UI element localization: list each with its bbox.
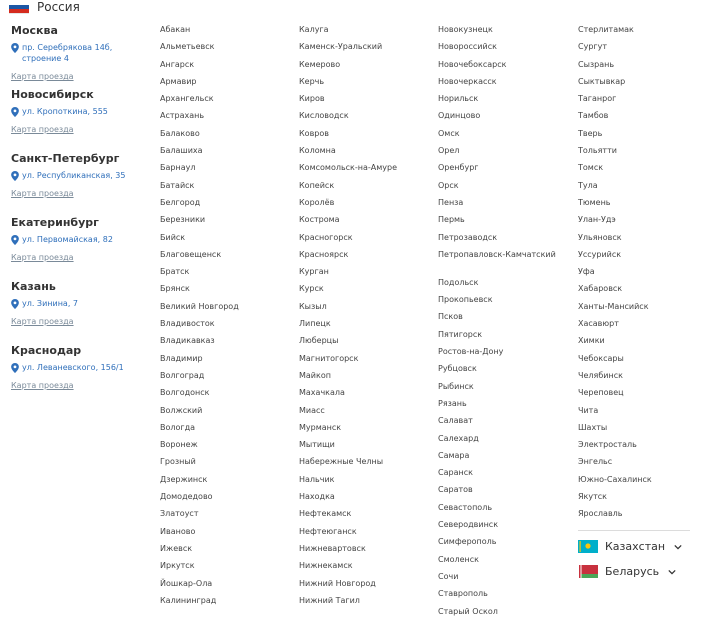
city-link[interactable]: Нефтеюганск (299, 526, 357, 536)
city-link[interactable]: Нижний Новгород (299, 578, 376, 588)
city-link[interactable]: Норильск (438, 94, 479, 104)
chevron-down-icon (674, 543, 682, 551)
city-link[interactable]: Оренбург (438, 163, 479, 173)
city-link[interactable]: Стерлитамак (578, 25, 634, 34)
city-link[interactable]: Нальчик (299, 474, 335, 484)
city-link[interactable]: Сочи (438, 571, 459, 581)
city-link[interactable]: Йошкар-Ола (160, 578, 213, 588)
city-link[interactable]: Новочеркасск (438, 76, 497, 86)
country-name-belarus: Беларусь (605, 565, 660, 578)
city-link[interactable]: Прокопьевск (438, 295, 493, 305)
city-link[interactable]: Ростов-на-Дону (438, 347, 504, 357)
city-link[interactable]: Белгород (160, 197, 201, 207)
office-city: Санкт-Петербург (11, 152, 120, 165)
city-column-1 (160, 24, 295, 612)
city-link[interactable]: Саратов (438, 485, 473, 495)
city-link[interactable]: Королёв (299, 197, 335, 207)
map-link[interactable]: Карта проезда (11, 125, 74, 134)
city-link[interactable]: Магнитогорск (299, 353, 359, 363)
city-link[interactable]: Абакан (160, 25, 191, 34)
city-link[interactable]: Керчь (299, 76, 325, 86)
country-name: Россия (37, 0, 80, 14)
city-link[interactable]: Тамбов (578, 111, 609, 121)
city-link[interactable]: Рыбинск (438, 381, 474, 391)
city-link[interactable]: Балашиха (160, 146, 203, 156)
city-link[interactable]: Владивосток (160, 319, 215, 329)
city-link[interactable]: Омск (438, 128, 460, 138)
city-link[interactable]: Петрозаводск (438, 232, 498, 242)
office-card (11, 152, 146, 216)
city-link[interactable]: Ульяновск (578, 232, 622, 242)
city-link[interactable]: Одинцово (438, 111, 481, 121)
city-link[interactable]: Махачкала (299, 388, 345, 398)
city-link[interactable]: Нижний Тагил (299, 595, 360, 605)
city-link[interactable]: Вологда (160, 422, 196, 432)
city-link[interactable]: Рязань (438, 398, 467, 408)
office-address[interactable] (11, 170, 146, 181)
city-link[interactable]: Домодедово (160, 492, 213, 502)
location-pin-icon (11, 299, 19, 309)
city-link[interactable]: Пермь (438, 215, 465, 225)
office-card (11, 216, 146, 280)
city-link[interactable]: Армавир (160, 76, 197, 86)
city-link[interactable]: Дзержинск (160, 474, 208, 484)
city-link[interactable]: Томск (578, 163, 604, 173)
office-address-text: ул. Кропоткина, 555 (22, 107, 108, 116)
city-link[interactable]: Комсомольск-на-Амуре (299, 163, 398, 173)
city-link[interactable]: Шахты (578, 422, 608, 432)
city-link[interactable]: Благовещенск (160, 249, 222, 259)
kazakhstan-flag-icon (578, 540, 598, 553)
map-link[interactable]: Карта проезда (11, 253, 74, 262)
city-link[interactable]: Златоуст (160, 509, 199, 519)
office-address[interactable] (11, 234, 146, 245)
city-link[interactable]: Мурманск (299, 422, 342, 432)
city-link[interactable]: Череповец (578, 388, 624, 398)
city-link[interactable]: Красноярск (299, 249, 349, 259)
city-link[interactable]: Кострома (299, 215, 340, 225)
city-link[interactable]: Воронеж (160, 440, 198, 450)
city-link[interactable]: Энгельс (578, 457, 613, 467)
city-link[interactable]: Тула (578, 180, 598, 190)
city-link[interactable]: Саранск (438, 468, 473, 478)
office-list (11, 24, 146, 408)
office-city: Новосибирск (11, 88, 94, 101)
map-link[interactable]: Карта проезда (11, 381, 74, 390)
city-link[interactable]: Грозный (160, 457, 196, 467)
city-link[interactable]: Ковров (299, 128, 329, 138)
city-column-3 (438, 24, 573, 623)
city-link[interactable]: Тольятти (578, 146, 617, 156)
city-link[interactable]: Брянск (160, 284, 190, 294)
city-link[interactable]: Чита (578, 405, 599, 415)
city-link[interactable]: Южно-Сахалинск (578, 474, 652, 484)
city-link[interactable]: Владикавказ (160, 336, 215, 346)
city-link[interactable]: Салехард (438, 433, 479, 443)
city-link[interactable]: Пенза (438, 197, 464, 207)
city-link[interactable]: Тюмень (578, 197, 611, 207)
city-link[interactable]: Электросталь (578, 440, 637, 450)
city-link[interactable]: Новороссийск (438, 42, 497, 52)
city-link[interactable]: Самара (438, 450, 470, 460)
city-link[interactable]: Новочебоксарск (438, 59, 507, 69)
country-switch-belarus[interactable] (578, 565, 676, 578)
city-link[interactable]: Барнаул (160, 163, 196, 173)
city-link[interactable]: Великий Новгород (160, 301, 239, 311)
city-link[interactable]: Люберцы (299, 336, 339, 346)
city-link[interactable]: Балаково (160, 128, 200, 138)
map-link[interactable]: Карта проезда (11, 189, 74, 198)
city-link[interactable]: Батайск (160, 180, 195, 190)
city-link[interactable]: Коломна (299, 146, 336, 156)
city-link[interactable]: Киров (299, 94, 325, 104)
location-pin-icon (11, 43, 19, 53)
city-link[interactable]: Курск (299, 284, 324, 294)
city-link[interactable]: Кызыл (299, 301, 327, 311)
chevron-down-icon (668, 568, 676, 576)
city-link[interactable]: Уфа (578, 267, 595, 277)
city-link[interactable]: Волжский (160, 405, 203, 415)
city-link[interactable]: Якутск (578, 492, 608, 502)
city-link[interactable]: Мытищи (299, 440, 335, 450)
office-card (11, 344, 146, 408)
city-link[interactable]: Чебоксары (578, 353, 624, 363)
city-link[interactable]: Пятигорск (438, 329, 483, 339)
city-link[interactable]: Ижевск (160, 543, 193, 553)
city-link[interactable]: Альметьевск (160, 42, 215, 52)
office-city: Краснодар (11, 344, 82, 357)
city-link[interactable]: Березники (160, 215, 206, 225)
office-address[interactable] (11, 362, 146, 373)
city-link[interactable]: Таганрог (578, 94, 617, 104)
office-address-text: ул. Первомайская, 82 (22, 235, 113, 244)
city-link[interactable]: Ангарск (160, 59, 195, 69)
city-link[interactable]: Кисловодск (299, 111, 349, 121)
city-link[interactable]: Псков (438, 312, 463, 322)
office-city: Екатеринбург (11, 216, 99, 229)
location-pin-icon (11, 363, 19, 373)
city-link[interactable]: Волгоград (160, 370, 205, 380)
city-link[interactable]: Сызрань (578, 59, 615, 69)
office-address-text: ул. Зинина, 7 (22, 299, 78, 308)
city-link[interactable]: Орел (438, 146, 460, 156)
city-link[interactable]: Старый Оскол (438, 606, 498, 616)
city-link[interactable]: Набережные Челны (299, 457, 384, 467)
city-link[interactable]: Петропавловск-Камчатский (438, 249, 556, 259)
office-card (11, 280, 146, 344)
country-switch-kazakhstan[interactable] (578, 540, 682, 553)
city-link[interactable]: Копейск (299, 180, 335, 190)
city-link[interactable]: Архангельск (160, 94, 214, 104)
divider (578, 530, 690, 531)
city-column-4 (578, 24, 712, 526)
city-link[interactable]: Кемерово (299, 59, 341, 69)
city-link[interactable]: Волгодонск (160, 388, 210, 398)
city-link[interactable]: Сыктывкар (578, 76, 626, 86)
city-link[interactable]: Хасавюрт (578, 319, 619, 329)
city-link[interactable]: Химки (578, 336, 605, 346)
city-link[interactable]: Бийск (160, 232, 186, 242)
city-link[interactable]: Нижнекамск (299, 561, 353, 571)
city-link[interactable]: Тверь (578, 128, 603, 138)
office-address[interactable] (11, 106, 146, 117)
city-link[interactable]: Хабаровск (578, 284, 623, 294)
office-address[interactable] (11, 298, 146, 309)
city-link[interactable]: Находка (299, 492, 335, 502)
city-column-2 (299, 24, 434, 612)
city-link[interactable]: Калининград (160, 595, 217, 605)
country-header (9, 0, 80, 16)
city-link[interactable]: Сургут (578, 42, 607, 52)
city-link[interactable]: Нижневартовск (299, 543, 366, 553)
office-city: Москва (11, 24, 58, 37)
office-address-text: ул. Леваневского, 156/1 (22, 363, 124, 372)
city-link[interactable]: Красногорск (299, 232, 353, 242)
city-link[interactable]: Иваново (160, 526, 196, 536)
city-link[interactable]: Майкоп (299, 370, 331, 380)
belarus-flag-icon (578, 565, 598, 578)
city-link[interactable]: Липецк (299, 319, 331, 329)
city-link[interactable]: Севастополь (438, 502, 493, 512)
office-city: Казань (11, 280, 56, 293)
city-link[interactable]: Рубцовск (438, 364, 477, 374)
city-link[interactable]: Симферополь (438, 537, 497, 547)
city-link[interactable]: Челябинск (578, 370, 623, 380)
office-card (11, 24, 146, 88)
city-link[interactable]: Подольск (438, 277, 479, 287)
city-link[interactable]: Калуга (299, 25, 329, 34)
city-link[interactable]: Иркутск (160, 561, 195, 571)
map-link[interactable]: Карта проезда (11, 72, 74, 81)
city-link[interactable]: Салават (438, 416, 473, 426)
location-pin-icon (11, 171, 19, 181)
city-link[interactable]: Миасс (299, 405, 325, 415)
city-link[interactable]: Курган (299, 267, 329, 277)
city-link[interactable]: Новокузнецк (438, 25, 493, 34)
russia-flag-icon (9, 1, 29, 14)
city-link[interactable]: Северодвинск (438, 520, 499, 530)
location-pin-icon (11, 107, 19, 117)
office-address[interactable] (11, 42, 146, 64)
city-link[interactable]: Владимир (160, 353, 203, 363)
office-address-text: ул. Республиканская, 35 (22, 171, 126, 180)
city-link[interactable]: Смоленск (438, 554, 480, 564)
country-name-kazakhstan: Казахстан (605, 540, 666, 553)
office-card (11, 88, 146, 152)
map-link[interactable]: Карта проезда (11, 317, 74, 326)
city-link[interactable]: Уссурийск (578, 249, 622, 259)
location-pin-icon (11, 235, 19, 245)
city-link[interactable]: Нефтекамск (299, 509, 352, 519)
city-link[interactable]: Астрахань (160, 111, 205, 121)
city-link[interactable]: Ханты-Мансийск (578, 301, 649, 311)
city-link[interactable]: Каменск-Уральский (299, 42, 383, 52)
city-link[interactable]: Ставрополь (438, 589, 488, 599)
city-link[interactable]: Орск (438, 180, 459, 190)
office-address-text: пр. Серебрякова 14б, строение 4 (22, 43, 113, 63)
city-link[interactable]: Улан-Удэ (578, 215, 616, 225)
city-link[interactable]: Братск (160, 267, 190, 277)
city-link[interactable]: Ярославль (578, 509, 623, 519)
